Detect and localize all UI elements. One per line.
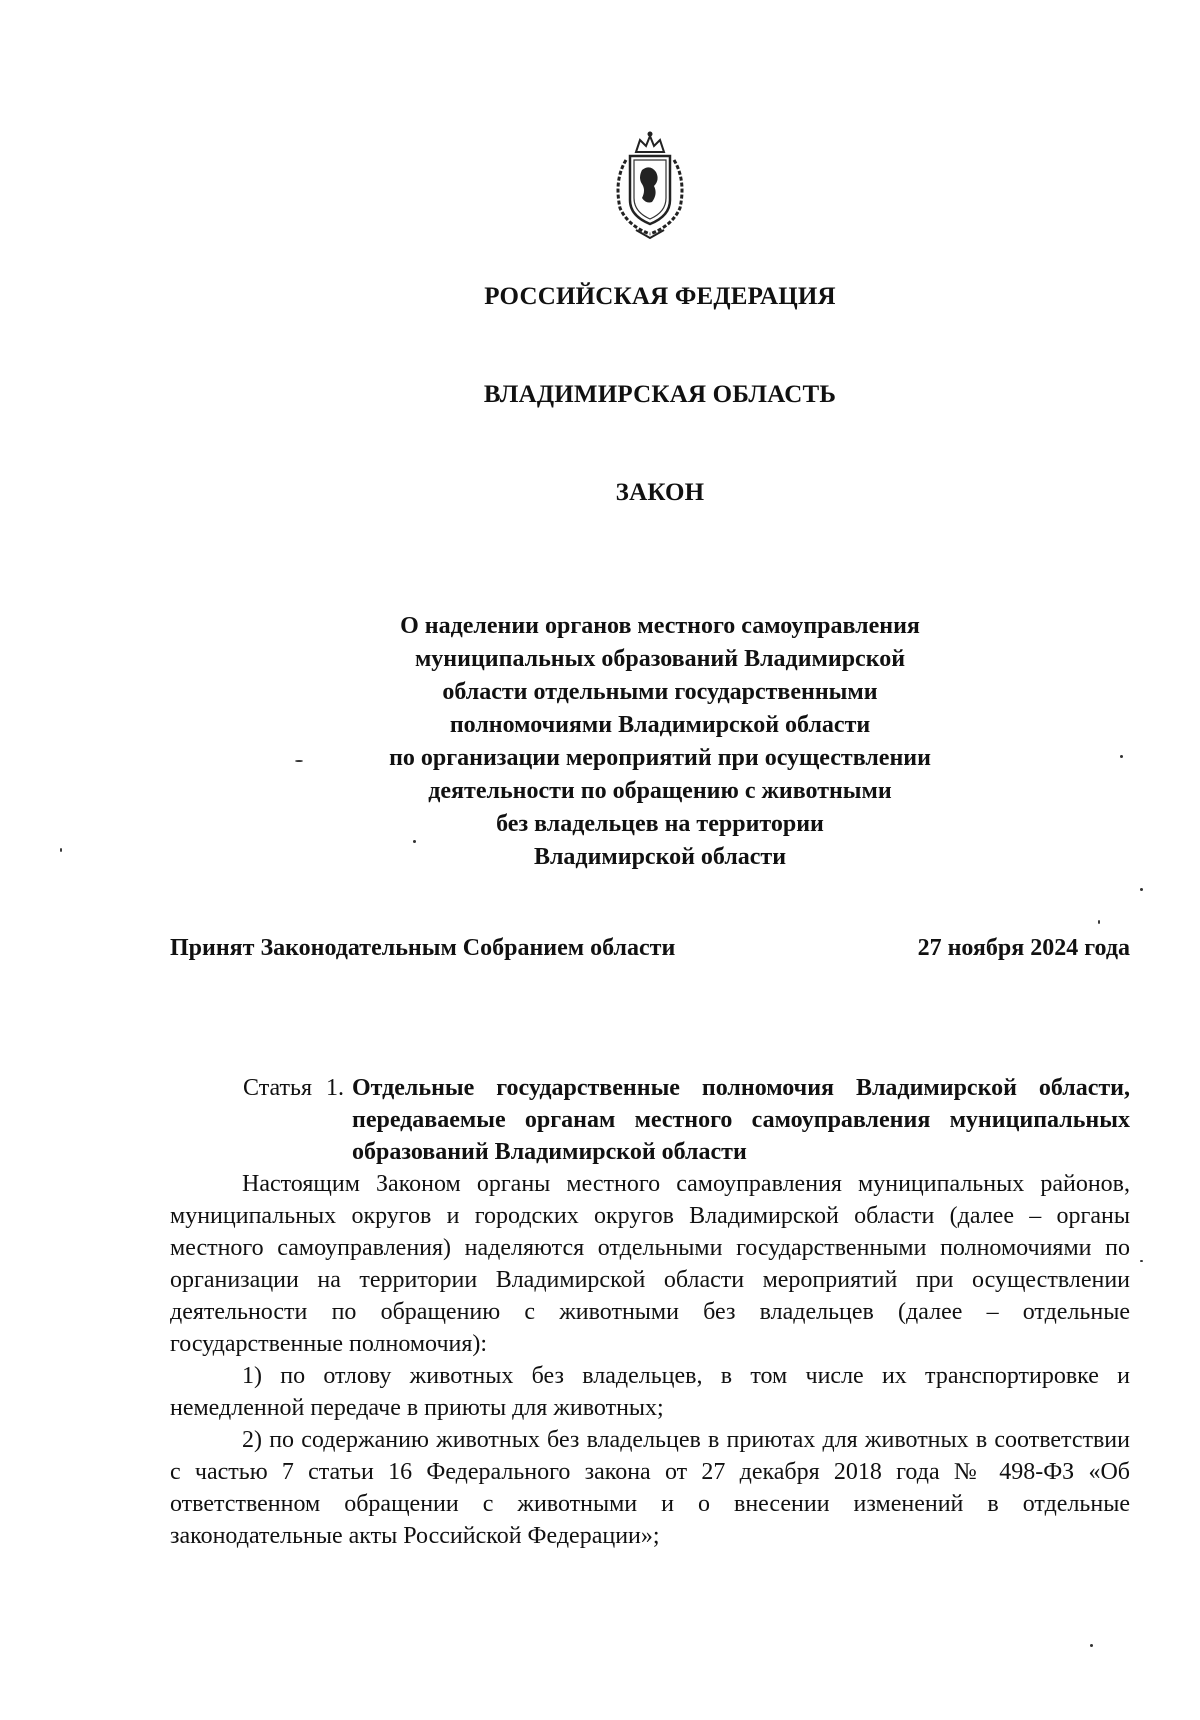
scan-speck [1140,1260,1143,1262]
country-heading: РОССИЙСКАЯ ФЕДЕРАЦИЯ [484,283,836,310]
scan-speck [1140,888,1143,891]
body-paragraph: 1) по отлову животных без владельцев, в том числе их транспортировке и немедленной передаче в приюты для животных; [170,1363,1130,1421]
article-heading [243,1072,1130,1168]
title-line: О наделении органов местного самоуправления [400,613,920,639]
adoption-line [170,935,1130,962]
region-heading: ВЛАДИМИРСКАЯ ОБЛАСТЬ [483,381,837,408]
article-number [243,1072,352,1168]
scan-speck [413,840,416,843]
title-line: без владельцев на территории [496,811,824,837]
title-line: по организации мероприятий при осуществлении [389,745,931,771]
title-line: муниципальных образований Владимирской [414,646,906,672]
scan-speck [1090,1644,1093,1647]
title-line: деятельности по обращению с животными [428,778,892,804]
scan-speck [1120,755,1123,758]
title-line: Владимирской области [533,844,787,870]
title-line: области отдельными государственными [442,679,878,705]
body-paragraph: 2) по содержанию животных без владельцев в приютах для животных в соответствии с частью 7 статьи 16 Федерального закона от 27 декабря 2018 года № 498-ФЗ «Об ответственном обращении с животными и о внесении изменений в отдельные законодательные акты Российской Федерации»; [170,1427,1130,1549]
scan-speck [60,848,62,852]
scan-speck [295,760,303,762]
title-line: полномочиями Владимирской области [449,712,871,738]
document-type-heading: ЗАКОН [615,479,705,506]
law-title [300,610,1020,874]
coat-of-arms-icon [606,130,694,242]
adoption-label: Принят Законодательным Собранием области [170,935,676,961]
article-index: 1. [325,1075,344,1101]
article-title: Отдельные государственные полномочия Владимирской области, передаваемые органам местного самоуправления муниципальных образований Владимирской области [351,1075,1130,1165]
article-body [170,1168,1130,1552]
adoption-date: 27 ноября 2024 года [917,935,1130,961]
body-paragraph: Настоящим Законом органы местного самоуправления муниципальных районов, муниципальных округов и городских округов Владимирской области (далее – органы местного самоуправления) наделяются отдельными государственными полномочиями по организации на территории Владимирской области мероприятий при осуществлении деятельности по обращению с животными без владельцев (далее – отдельные государственные полномочия): [170,1171,1130,1357]
scan-speck [1098,920,1100,924]
article-label: Статья [243,1075,312,1101]
